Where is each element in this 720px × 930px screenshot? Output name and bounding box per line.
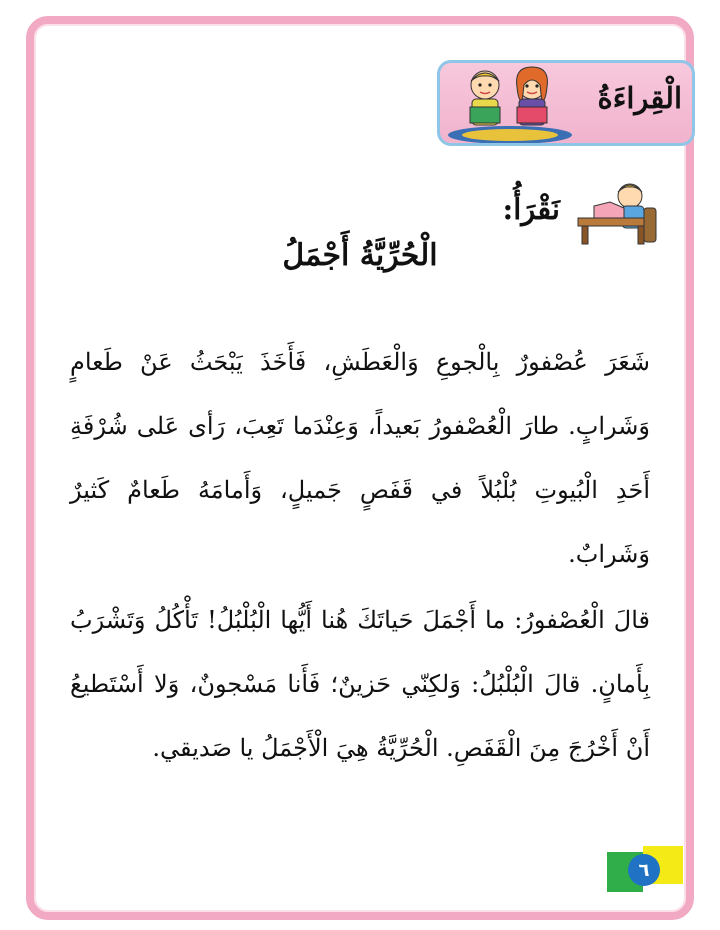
page-number: ٦ [628,854,660,886]
children-reading-icon [440,63,580,143]
section-banner [437,60,695,146]
section-title: الْقِراءَةُ [597,81,682,115]
activity-label: نَقْرَأُ: [502,192,560,226]
page-number-badge [607,846,683,892]
story-paragraph-1: شَعَرَ عُصْفورٌ بِالْجوعِ وَالْعَطَشِ، فَأَخَذَ يَبْحَثُ عَنْ طَعامٍ وَشَرابٍ. طارَ الْعُصْفورُ بَعيداً، وَعِنْدَما تَعِبَ، رَأى عَلى شُرْفَةِ أَحَدِ الْبُيوتِ بُلْبُلاً في قَفَصٍ جَميلٍ، وَأَمامَهُ طَعامٌ كَثيرٌ وَشَرابٌ. [70,348,650,568]
story-title: الْحُرِّيَّةُ أَجْمَلُ [282,238,438,273]
story-paragraph-2: قالَ الْعُصْفورُ: ما أَجْمَلَ حَياتَكَ هُنا أَيُّها الْبُلْبُلُ! تَأْكُلُ وَتَشْرَبُ بِأَمانٍ. قالَ الْبُلْبُلُ: وَلكِنّي حَزينٌ؛ فَأَنا مَسْجونٌ، وَلا أَسْتَطيعُ أَنْ أَخْرُجَ مِنَ الْقَفَصِ. الْحُرِّيَّةُ هِيَ الْأَجْمَلُ يا صَديقي. [70,606,650,762]
